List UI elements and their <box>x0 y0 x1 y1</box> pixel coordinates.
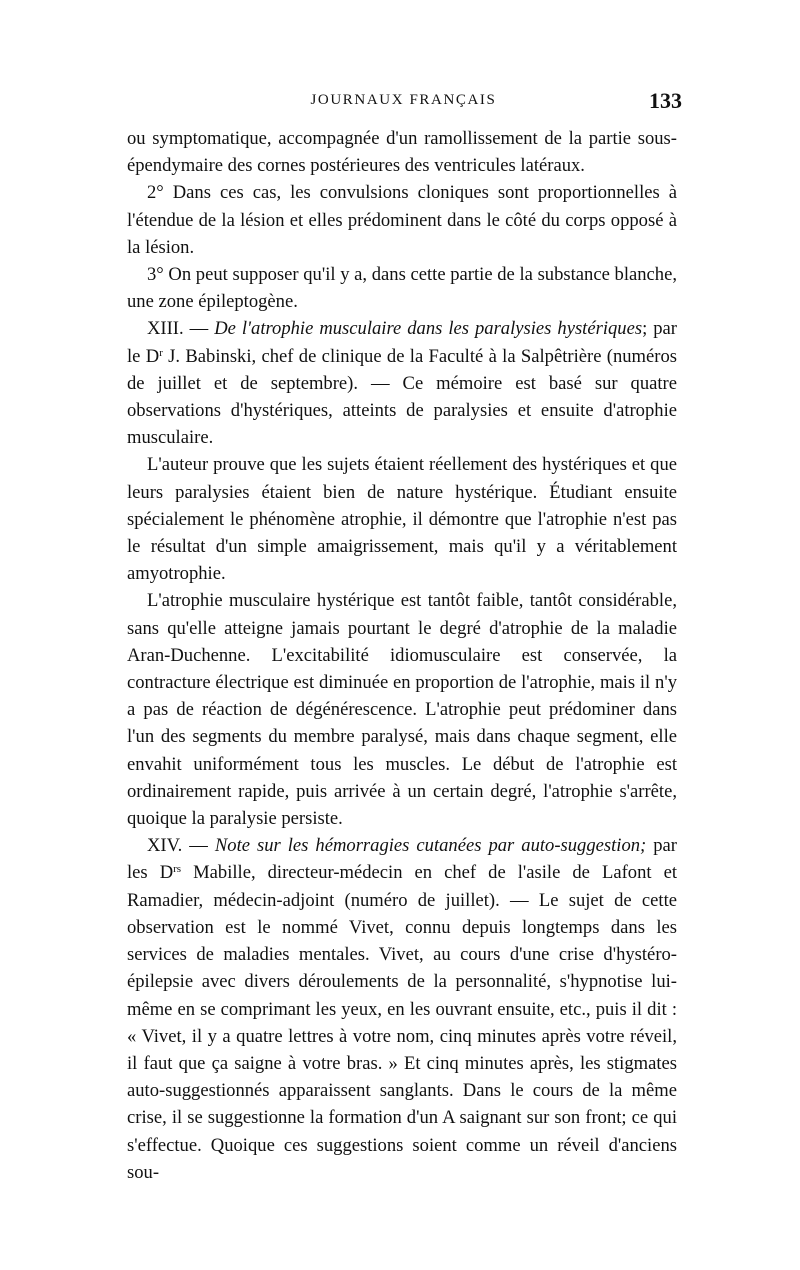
section-text: Mabille, directeur-médecin en chef de l'asile de Lafont et Ramadier, médecin-adjoint (numéro de juillet). — Le sujet de cette observation est le nommé Vivet, connu depuis longtemps dans les services de maladies mentales. Vivet, au cours d'une crise d'hystéro-épilepsie avec divers déroulements de la personnalité, s'hypnotise lui-même en se comprimant les yeux, en les ouvrant ensuite, etc., puis il dit : « Vivet, il y a quatre lettres à votre nom, cinq minutes après votre réveil, il faut que ça saigne à votre bras. » Et cinq minutes après, les stigmates auto-suggestionnés apparaissent sanglants. Dans le cours de la même crise, il se suggestionne la formation d'un A saignant sur son front; ce qui s'effectue. Quoique ces suggestions soient comme un réveil d'anciens sou- <box>127 862 677 1183</box>
page-number: 133 <box>649 88 682 113</box>
author-prefix: par les D <box>127 835 678 884</box>
body-text <box>127 125 677 1186</box>
running-title: JOURNAUX FRANÇAIS <box>310 92 497 108</box>
paragraph: L'auteur prouve que les sujets étaient réellement des hystériques et que leurs paralysies étaient bien de nature hystérique. Étudiant ensuite spécialement le phénomène atrophie, il démontre que l'atrophie n'est pas le résultat d'un simple amaigrissement, mais qu'il y a véritablement amyotrophie. <box>127 454 677 585</box>
section-text: J. Babinski, chef de clinique de la Faculté à la Salpêtrière (numéros de juillet et de septembre). — Ce mémoire est basé sur quatre observations d'hystériques, atteints de paralysies et ensuite d'atrophie musculaire. <box>127 345 677 449</box>
section-xiii <box>127 315 677 451</box>
section-number: XIV. — <box>147 835 208 857</box>
superscript: rs <box>173 863 182 876</box>
paragraph-continuation: ou symptomatique, accompagnée d'un ramollissement de la partie sous-épendymaire des cornes postérieures des ventricules latéraux. <box>127 128 677 177</box>
article-title: Note sur les hémorragies cutanées par auto-suggestion; <box>214 835 647 857</box>
paragraph-point-3: 3° On peut supposer qu'il y a, dans cette partie de la substance blanche, une zone épileptogène. <box>127 264 677 313</box>
running-header <box>125 88 682 118</box>
article-title: De l'atrophie musculaire dans les paralysies hystériques <box>214 318 643 340</box>
superscript: r <box>159 346 163 359</box>
paragraph-point-2: 2° Dans ces cas, les convulsions cloniques sont proportionnelles à l'étendue de la lésion et elles prédominent dans le côté du corps opposé à la lésion. <box>127 182 677 258</box>
section-number: XIII. — <box>147 318 209 340</box>
paragraph: L'atrophie musculaire hystérique est tantôt faible, tantôt considérable, sans qu'elle atteigne jamais pourtant le degré d'atrophie de la maladie Aran-Duchenne. L'excitabilité idiomusculaire est conservée, la contracture électrique est diminuée en proportion de l'atrophie, mais il n'y a pas de réaction de dégénérescence. L'atrophie peut prédominer dans l'un des segments du membre paralysé, mais dans chaque segment, elle envahit uniformément tous les muscles. Le début de l'atrophie est ordinairement rapide, puis arrivée à un certain degré, l'atrophie s'arrête, quoique la paralysie persiste. <box>127 590 677 830</box>
author-prefix: ; par le D <box>127 318 677 367</box>
section-xiv <box>127 832 677 1186</box>
